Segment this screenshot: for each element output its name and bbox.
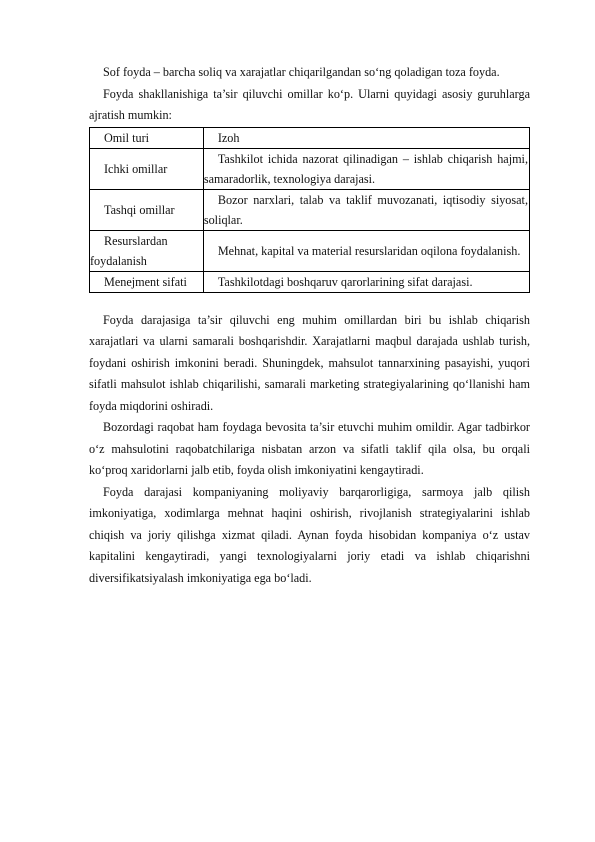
document-page [89, 62, 530, 589]
table-cell-factor: Ichki omillar [90, 148, 204, 189]
table-header-factor-type: Omil turi [90, 127, 204, 148]
table-row [90, 189, 530, 230]
table-cell-description: Mehnat, kapital va material resurslaridan oqilona foydalanish. [203, 230, 529, 271]
table-cell-description: Tashkilotdagi boshqaruv qarorlarining sifat darajasi. [203, 271, 529, 292]
table-cell-factor: Tashqi omillar [90, 189, 204, 230]
table-row [90, 271, 530, 292]
paragraph-financial-stability: Foyda darajasi kompaniyaning moliyaviy barqarorligiga, sarmoya jalb qilish imkoniyatiga, xodimlarga mehnat haqini oshirish, rivojlanish strategiyalarini ishlab chiqish va joriy qilishga xizmat qiladi. Aynan foyda hisobidan kompaniya o‘z ustav kapitalini kengaytiradi, yangi texnologiyalarni joriy etadi va ishlab chiqarishni diversifikatsiyalash imkoniyatiga ega bo‘ladi. [89, 484, 530, 585]
table-header-row [90, 127, 530, 148]
paragraph-net-profit: Sof foyda – barcha soliq va xarajatlar chiqarilgandan so‘ng qoladigan toza foyda. [103, 65, 500, 79]
factors-table [89, 127, 530, 293]
paragraph-production-costs: Foyda darajasiga ta’sir qiluvchi eng muhim omillardan biri bu ishlab chiqarish xarajatlari va ularni samarali boshqarishdir. Xarajatlarni maqbul darajada ushlab turish, foydani oshirish imkonini beradi. Shuningdek, mahsulot tannarxining pasayishi, yuqori sifatli mahsulot ishlab chiqarilishi, samarali marketing strategiyalarining qo‘llanishi ham foyda miqdorini oshiradi. [89, 312, 530, 413]
paragraph-competition: Bozordagi raqobat ham foydaga bevosita ta’sir etuvchi muhim omildir. Agar tadbirkor o‘z mahsulotini raqobatchilariga nisbatan arzon va sifatli taklif qila olsa, bu orqali ko‘proq xaridorlarni jalb etib, foyda olish imkoniyatini kengaytiradi. [89, 420, 530, 477]
paragraph-factors-intro: Foyda shakllanishiga ta’sir qiluvchi omillar ko‘p. Ularni quyidagi asosiy guruhlarga ajratish mumkin: [89, 86, 530, 122]
table-header-description: Izoh [203, 127, 529, 148]
table-cell-description: Bozor narxlari, talab va taklif muvozanati, iqtisodiy siyosat, soliqlar. [203, 189, 529, 230]
table-cell-description: Tashkilot ichida nazorat qilinadigan – ishlab chiqarish hajmi, samaradorlik, texnologiya darajasi. [203, 148, 529, 189]
table-row [90, 148, 530, 189]
table-cell-factor: Resurslardan foydalanish [90, 230, 204, 271]
table-cell-factor: Menejment sifati [90, 271, 204, 292]
body-text [89, 310, 530, 590]
table-row [90, 230, 530, 271]
